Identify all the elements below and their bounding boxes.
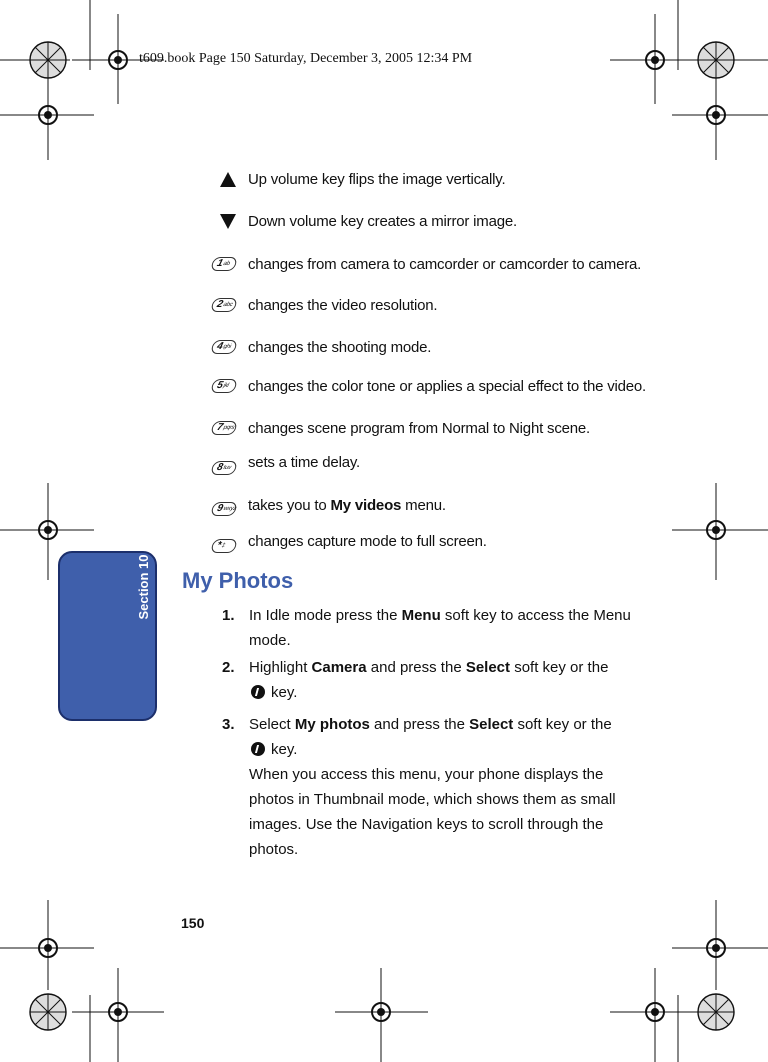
- list-item: 1 ab changes from camera to camcorder or camcorder to camera.: [212, 251, 641, 277]
- key-2-icon: 2 abc: [210, 298, 238, 312]
- list-item: Up volume key flips the image vertically.: [212, 166, 505, 192]
- print-header-meta: t609.book Page 150 Saturday, December 3, 2005 12:34 PM: [139, 51, 473, 66]
- key-4-icon: 4 ghi: [210, 340, 238, 354]
- list-item: 8 tuv sets a time delay.: [212, 451, 360, 477]
- ok-key-icon: [251, 742, 265, 756]
- key-1-icon: 1 ab: [210, 257, 238, 271]
- list-item: 5 jkl changes the color tone or applies a special effect to the video.: [212, 373, 646, 399]
- down-arrow-icon: [220, 214, 236, 229]
- list-item: 9 wxyz takes you to My videos menu.: [212, 492, 446, 518]
- key-7-icon: 7 pqrs: [210, 421, 238, 435]
- key-8-icon: 8 tuv: [210, 461, 238, 475]
- list-item: * ‡ changes capture mode to full screen.: [212, 528, 487, 554]
- list-item: 4 ghi changes the shooting mode.: [212, 334, 431, 360]
- step-2: 2. Highlight Camera and press the Select soft key or the key.: [222, 659, 609, 701]
- key-5-icon: 5 jkl: [210, 379, 238, 393]
- step-3-note: When you access this menu, your phone displays the photos in Thumbnail mode, which shows them as small images. Use the Navigation keys to scroll through the photos.: [249, 766, 616, 858]
- page-number: 150: [181, 915, 205, 931]
- step-3: 3. Select My photos and press the Select soft key or the key. When you access this menu, your phone displays the photos in Thumbnail mode, which shows them as small images. Use the Navigation keys to scroll through the photos.: [222, 716, 616, 858]
- step-1: 1. In Idle mode press the Menu soft key to access the Menu mode.: [222, 607, 631, 649]
- key-9-icon: 9 wxyz: [210, 502, 238, 516]
- list-item: 2 abc changes the video resolution.: [212, 292, 437, 318]
- section-tab-label: Section 10: [136, 554, 151, 620]
- list-item: Down volume key creates a mirror image.: [212, 208, 517, 234]
- key-star-icon: * ‡: [210, 539, 238, 553]
- ok-key-icon: [251, 685, 265, 699]
- section-title: My Photos: [182, 568, 294, 593]
- up-arrow-icon: [220, 172, 236, 187]
- list-item: 7 pqrs changes scene program from Normal to Night scene.: [212, 415, 590, 441]
